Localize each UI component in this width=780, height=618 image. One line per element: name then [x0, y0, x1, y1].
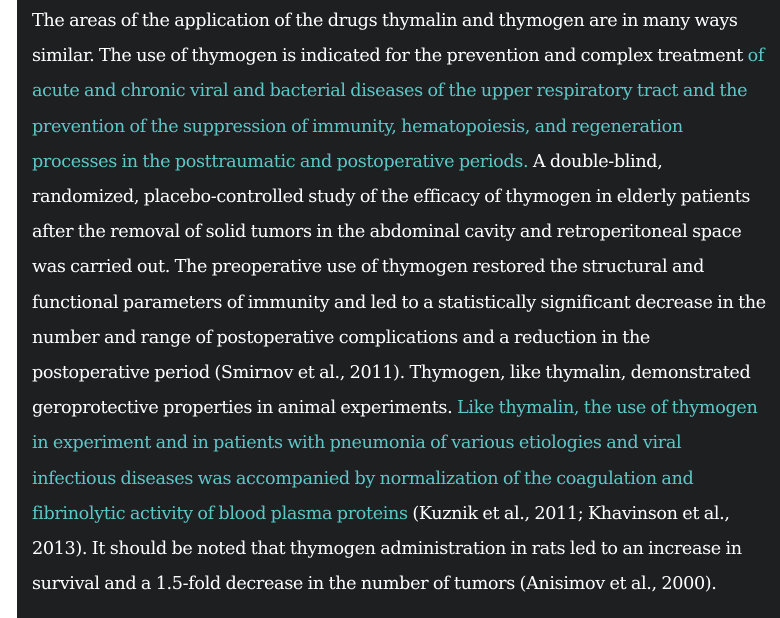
highlighted-segment: Like thymalin, the use of thymogen in experiment and in patients with pneumonia of various etiologies and viral infectious diseases was accompanied by normalization of the coagulation and fibrinolytic activity of blood plasma proteins — [32, 398, 758, 524]
paragraph-segment: A double-blind, randomized, placebo-controlled study of the efficacy of thymogen in elderly patients after the removal of solid tumors in the abdominal cavity and retroperitoneal space was carried out. The preoperative use of thymogen restored the structural and functional parameters of immunity and led to a statistically significant decrease in the number and range of postoperative complications and a reduction in the postoperative period (Smirnov et al., 2011). Thymogen, like thymalin, demonstrated geroprotective properties in animal experiments. — [32, 151, 766, 419]
article-paragraph — [32, 4, 768, 602]
paragraph-segment: The areas of the application of the drugs thymalin and thymogen are in many ways similar. The use of thymogen is indicated for the prevention and complex treatment — [32, 11, 748, 67]
dark-text-panel — [17, 0, 780, 618]
paragraph-segment: (Kuznik et al., 2011; Khavinson et al., 2013). It should be noted that thymogen administration in rats led to an increase in survival and a 1.5-fold decrease in the number of tumors (Anisimov et al., 2000). — [32, 503, 742, 595]
highlighted-segment: of acute and chronic viral and bacterial diseases of the upper respiratory tract and the prevention of the suppression of immunity, hematopoiesis, and regeneration processes in the posttraumatic and postoperative periods. — [32, 46, 765, 172]
